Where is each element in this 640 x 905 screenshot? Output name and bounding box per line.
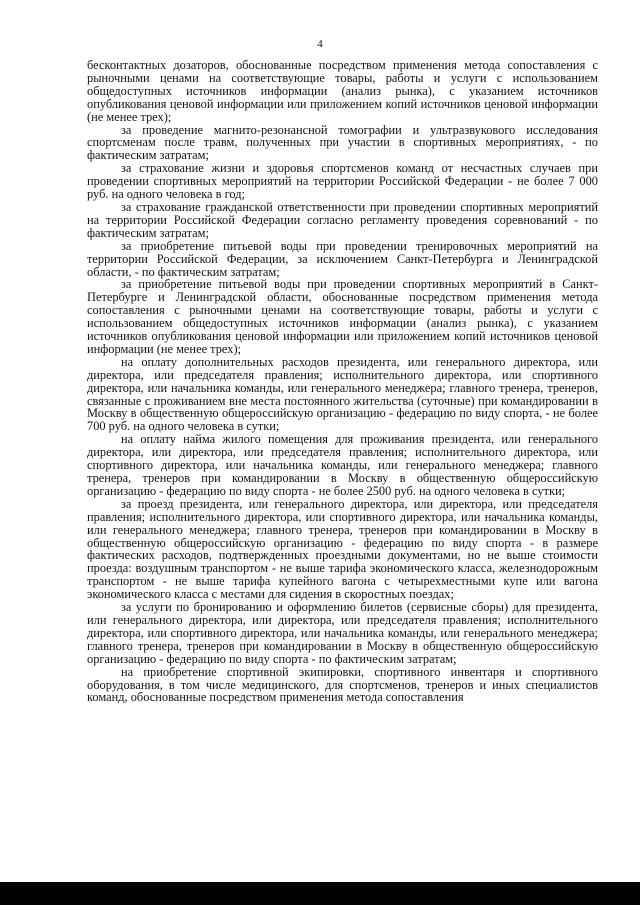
paragraph-life-insurance: за страхование жизни и здоровья спортсменов команд от несчастных случаев при проведении спортивных мероприятий на территории Российской Федерации - не более 7 000 руб. на одного человека в год; <box>87 161 598 202</box>
paragraph-continued: бесконтактных дозаторов, обоснованные посредством применения метода сопоставления с рыночными ценами на соответствующие товары, работы и услуги с использованием общедоступных источников информации (анализ рынка), с указанием источников опубликования ценовой информации или приложением копий источников ценовой информации (не менее трех); <box>87 58 598 124</box>
paragraph-ticket-booking: за услуги по бронированию и оформлению билетов (сервисные сборы) для президента, или генерального директора, или директора, или председателя правления; исполнительного директора, или спортивного директора, или начальника команды, или генерального менеджера; главного тренера, тренеров при командировании в Москву в общественную общероссийскую организацию - федерацию по виду спорта - по фактическим затратам; <box>87 600 598 666</box>
paragraph-accommodation: на оплату найма жилого помещения для проживания президента, или генерального директора, или директора, или председателя правления; исполнительного директора, или спортивного директора, или начальника команды, или генерального менеджера; главного тренера, тренеров при командировании в Москву в общественную общероссийскую организацию - федерацию по виду спорта - не более 2500 руб. на одного человека в сутки; <box>87 432 598 498</box>
scan-bottom-edge <box>0 882 640 905</box>
paragraph-liability-insurance: за страхование гражданской ответственности при проведении спортивных мероприятий на территории Российской Федерации согласно регламенту проведения соревнований - по фактическим затратам; <box>87 199 598 240</box>
paragraph-water-training: за приобретение питьевой воды при проведении тренировочных мероприятий на территории Российской Федерации, за исключением Санкт-Петербурга и Ленинградской области, - по фактическим затратам; <box>87 238 598 279</box>
paragraph-per-diem: на оплату дополнительных расходов президента, или генерального директора, или директора, или председателя правления; исполнительного директора, или спортивного директора, или начальника команды, или генерального менеджера; главного тренера, тренеров, связанные с проживанием вне места постоянного жительства (суточные) при командировании в Москву в общественную общероссийскую организацию - федерацию по виду спорта, - не более 700 руб. на одного человека в сутки; <box>87 354 598 434</box>
page-number: 4 <box>317 38 323 50</box>
paragraph-water-events: за приобретение питьевой воды при проведении спортивных мероприятий в Санкт-Петербурге и Ленинградской области, обоснованные посредством применения метода сопоставления с рыночными ценами на соответствующие товары, работы и услуги с использованием общедоступных источников информации (анализ рынка), с указанием источников опубликования ценовой информации или приложением копий источников ценовой информации (не менее трех); <box>87 277 598 356</box>
paragraph-equipment: на приобретение спортивной экипировки, спортивного инвентаря и спортивного оборудования, в том числе медицинского, для спортсменов, тренеров и иных специалистов команд, обоснованные посредством применения метода сопоставления <box>87 664 598 705</box>
paragraph-travel: за проезд президента, или генерального директора, или директора, или председателя правления; исполнительного директора, или спортивного директора, или начальника команды, или генерального менеджера; главного тренера, тренеров при командировании в Москву в общественную общероссийскую организацию - федерацию по виду спорта - в размере фактических расходов, подтвержденных проездными документами, но не выше стоимости проезда: воздушным транспортом - не выше тарифа экономического класса, железнодорожным транспортом - не выше тарифа купейного вагона с четырехместными купе или вагона экономического класса с местами для сидения в скоростных поездах; <box>87 496 598 602</box>
document-body <box>87 59 598 704</box>
paragraph-mri-ultrasound: за проведение магнито-резонансной томографии и ультразвукового исследования спортсменам после травм, полученных при участии в спортивных мероприятиях, - по фактическим затратам; <box>87 122 598 163</box>
